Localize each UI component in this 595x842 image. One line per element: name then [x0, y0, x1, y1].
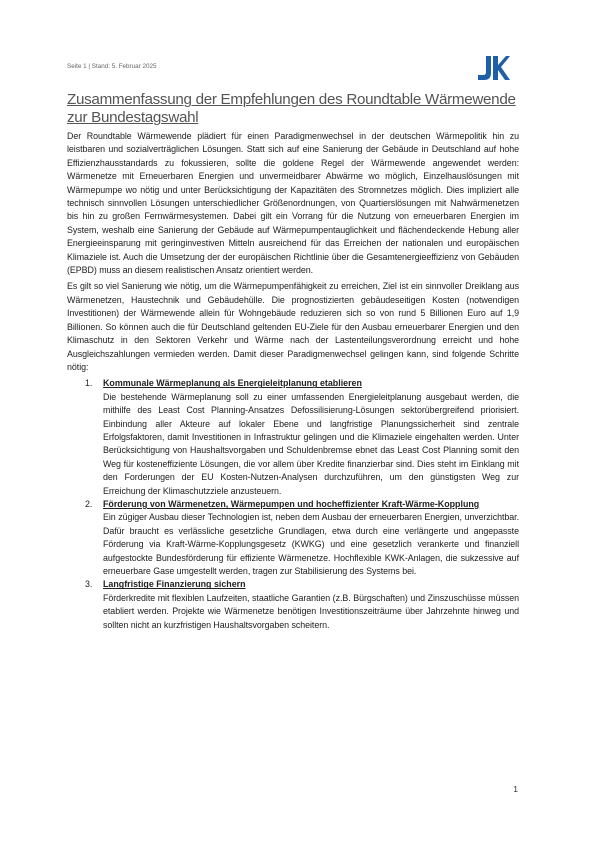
page-meta: Seite 1 | Stand: 5. Februar 2025 — [67, 63, 157, 70]
steps-intro-paragraph: Es gilt so viel Sanierung wie nötig, um die Wärmepumpenfähigkeit zu erreichen, Ziel ist ein sinnvoller Dreiklang aus Wärmenetzen, Haustechnik und Gebäudehülle. Die prognostizierten gebäudeseitigen Kosten (notwendigen Investitionen) der Wärmewende allein für Wohngebäude reduzieren sich so von rund 5 Billionen Euro auf 1,9 Billionen. So können auch die für Deutschland geltenden EU-Ziele für den Ausbau erneuerbarer Energien und den Klimaschutz in den Sektoren Verkehr und Wärme nach der Lastenteilungsverordnung erreicht und hohe Ausgleichszahlungen vermieden werden. Damit dieser Paradigmenwechsel gelingen kann, sind folgende Schritte nötig: — [67, 281, 519, 372]
list-item-title: Langfristige Finanzierung sichern — [103, 579, 246, 590]
intro-paragraph: Der Roundtable Wärmewende plädiert für einen Paradigmenwechsel in der deutschen Wärmepolitik hin zu leistbaren und sozialverträglichen Lösungen. Statt sich auf eine Sanierung der Gebäude in Deutschland auf hohe Effizienzhausstandards zu fokussieren, sollte die goldene Regel der Wärmewende angewendet werden: Wärmenetze mit Erneuerbaren Energien und unvermeidbarer Abwärme wo möglich, Einzelhauslösungen mit Wärmepumpe wo nötig und unter Berücksichtigung der Kapazitäten des Stromnetzes möglich. Dies impliziert alle technisch sinnvollen Lösungen unterschiedlicher Größenordnungen, von Quartierslösungen mit Nahwärmenetzen bis hin zu großen Fernwärmesystemen. Dabei gilt ein Vorrang für die Nutzung von erneuerbaren Energien im System, weshalb eine Sanierung der Gebäude auf Wärmepumpentauglichkeit und flächendeckende Hebung aller Energieeinsparung mit geringinvestiven Mitteln ausreichend für das Erreichen der nationalen und europäischen Klimaziele ist. Auch die Umsetzung der der europäischen Richtlinie über die Gesamtenergieeffizienz von Gebäuden (EPBD) muss an diesem realistischen Ansatz orientiert werden. — [67, 131, 519, 276]
list-item-number: 3. — [85, 579, 93, 590]
list-item-title: Förderung von Wärmenetzen, Wärmepumpen und hocheffizienter Kraft-Wärme-Kopplung — [103, 498, 480, 509]
document-title: Zusammenfassung der Empfehlungen des Roundtable Wärmewende zur Bundestagswahl — [67, 91, 516, 126]
list-item-number: 1. — [85, 378, 93, 389]
list-item-title: Kommunale Wärmeplanung als Energieleitplanung etablieren — [103, 378, 362, 389]
list-item — [67, 377, 519, 498]
list-item-text: Ein zügiger Ausbau dieser Technologien ist, neben dem Ausbau der erneuerbaren Energien, unverzichtbar. Dafür braucht es verlässliche gesetzliche Grundlagen, etwa durch eine verlängerte und angepasste Förderung via Kraft-Wärme-Kopplungsgesetz (KWKG) und eine gesetzlich verankerte und finanziell aufgestockte Bundesförderung für effiziente Wärmenetze. Hochflexible KWK-Anlagen, die sukzessive auf erneuerbare Gase umgestellt werden, tragen zur Stabilisierung des Systems bei. — [103, 512, 519, 576]
document-body — [67, 91, 519, 632]
list-item-number: 2. — [85, 498, 93, 509]
list-item — [67, 498, 519, 578]
jk-logo-icon — [476, 55, 510, 81]
recommendations-list — [67, 377, 519, 632]
list-item — [67, 578, 519, 632]
list-item-text: Förderkredite mit flexiblen Laufzeiten, staatliche Garantien (z.B. Bürgschaften) und Zinszuschüsse müssen etabliert werden. Projekte wie Wärmenetze benötigen Investitionszeiträume über Jahrzehnte hinweg und sollten nicht an kurzfristigen Haushaltsvorgaben scheitern. — [103, 592, 519, 630]
list-item-text: Die bestehende Wärmeplanung soll zu einer umfassenden Energieleitplanung ausgebaut werden, die mithilfe des Least Cost Planning-Ansatzes Defossilisierung-Lösungen sektorübergreifend priorisiert. Einbindung aller Akteure auf lokaler Ebene und langfristige Planungssicherheit sind zentrale Erfolgsfaktoren, damit Investitionen in Infrastruktur gelingen und die Klimaziele eingehalten werden. Unter Berücksichtigung von Haushaltsvorgaben und Schuldenbremse ebnet das Least Cost Planning somit den Weg für kosteneffiziente Lösungen, die vor allem über Kredite finanzierbar sind. Dies steht im Einklang mit den Forderungen der EU Kosten-Nutzen-Analysen durchzuführen, um den günstigsten Weg zur Erreichung der Klimaschutzziele anzusteuern. — [103, 391, 519, 496]
page-header — [67, 60, 510, 90]
page-number: 1 — [513, 784, 518, 794]
